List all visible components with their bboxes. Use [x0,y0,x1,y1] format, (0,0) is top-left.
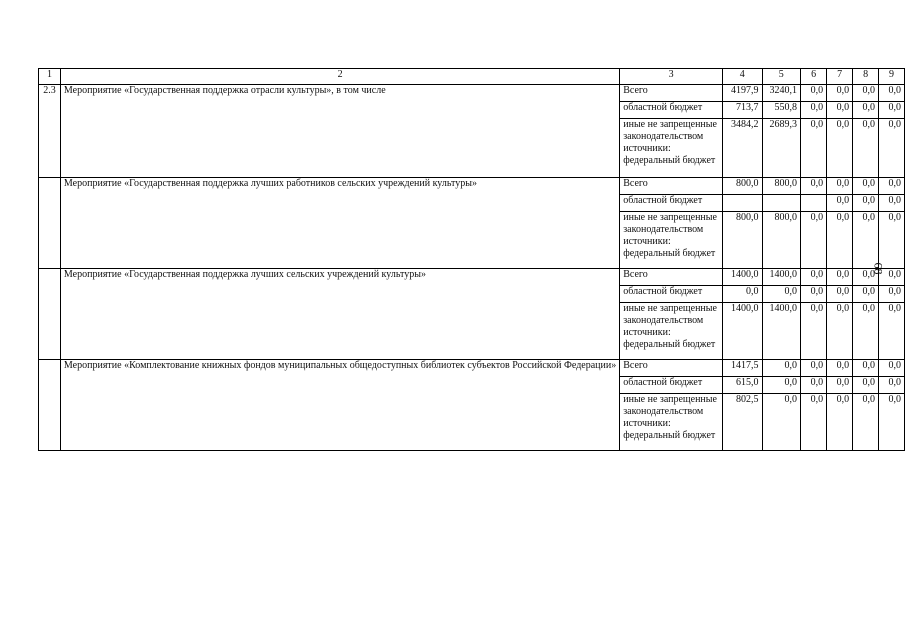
amount-cell: 0,0 [853,269,879,286]
funding-source-line: законодательством [623,406,704,417]
funding-source-line: иные не запрещенные [623,212,717,223]
funding-source [620,119,723,178]
funding-source-line: законодательством [623,315,704,326]
column-header: 6 [801,69,827,85]
amount-cell: 0,0 [801,394,827,451]
amount-cell: 1400,0 [722,269,762,286]
amount-cell: 0,0 [879,377,905,394]
table-row [39,178,905,195]
amount-cell: 0,0 [801,119,827,178]
amount-cell: 615,0 [722,377,762,394]
amount-cell: 800,0 [762,212,801,269]
amount-cell: 0,0 [853,102,879,119]
amount-cell: 0,0 [827,212,853,269]
item-number [39,178,61,269]
funding-source-line: источники: [623,327,671,338]
item-number [39,360,61,451]
funding-source: Всего [620,85,723,102]
amount-cell: 0,0 [801,212,827,269]
funding-source-line: источники: [623,143,671,154]
amount-cell: 0,0 [879,286,905,303]
amount-cell: 0,0 [801,377,827,394]
amount-cell: 0,0 [879,195,905,212]
amount-cell: 713,7 [722,102,762,119]
amount-cell: 0,0 [762,286,801,303]
amount-cell: 0,0 [879,394,905,451]
amount-cell: 0,0 [853,178,879,195]
table-row [39,360,905,377]
budget-table [38,68,905,451]
amount-cell: 0,0 [879,85,905,102]
amount-cell: 0,0 [801,102,827,119]
column-header: 9 [879,69,905,85]
amount-cell: 0,0 [853,85,879,102]
amount-cell: 1400,0 [762,269,801,286]
column-header: 8 [853,69,879,85]
amount-cell: 0,0 [853,286,879,303]
amount-cell [722,195,762,212]
amount-cell: 0,0 [853,394,879,451]
amount-cell: 0,0 [762,377,801,394]
amount-cell: 0,0 [853,119,879,178]
column-header: 3 [620,69,723,85]
amount-cell: 0,0 [801,360,827,377]
activity-description: Мероприятие «Государственная поддержка лучших сельских учреждений культуры» [60,269,619,360]
amount-cell: 0,0 [879,360,905,377]
amount-cell [762,195,801,212]
funding-source-line: федеральный бюджет [623,248,716,259]
amount-cell: 0,0 [762,360,801,377]
amount-cell: 0,0 [827,394,853,451]
column-header: 4 [722,69,762,85]
funding-source-line: иные не запрещенные [623,119,717,130]
column-header: 7 [827,69,853,85]
funding-source-line: источники: [623,418,671,429]
funding-source-line: законодательством [623,224,704,235]
amount-cell: 0,0 [827,360,853,377]
activity-description: Мероприятие «Комплектование книжных фондов муниципальных общедоступных библиотек субъектов Российской Федерации» [60,360,619,451]
item-number: 2.3 [39,85,61,178]
funding-source: областной бюджет [620,377,723,394]
amount-cell: 802,5 [722,394,762,451]
funding-source-line: иные не запрещенные [623,394,717,405]
amount-cell: 0,0 [722,286,762,303]
amount-cell: 1417,5 [722,360,762,377]
amount-cell: 2689,3 [762,119,801,178]
table-row [39,269,905,286]
page-number: 68 [871,262,886,275]
funding-source [620,303,723,360]
amount-cell: 0,0 [827,102,853,119]
funding-source: областной бюджет [620,195,723,212]
funding-source-line: федеральный бюджет [623,339,716,350]
item-number [39,269,61,360]
amount-cell: 1400,0 [762,303,801,360]
amount-cell: 800,0 [722,212,762,269]
amount-cell: 0,0 [853,195,879,212]
funding-source-line: иные не запрещенные [623,303,717,314]
funding-source: Всего [620,360,723,377]
amount-cell: 0,0 [879,178,905,195]
funding-source-line: федеральный бюджет [623,155,716,166]
activity-description: Мероприятие «Государственная поддержка отрасли культуры», в том числе [60,85,619,178]
funding-source [620,212,723,269]
amount-cell: 0,0 [879,212,905,269]
amount-cell: 0,0 [801,178,827,195]
amount-cell: 3240,1 [762,85,801,102]
amount-cell: 0,0 [853,360,879,377]
amount-cell: 0,0 [801,85,827,102]
amount-cell: 0,0 [827,178,853,195]
amount-cell: 800,0 [722,178,762,195]
funding-source-line: законодательством [623,131,704,142]
header-row [39,69,905,85]
amount-cell: 0,0 [827,195,853,212]
amount-cell: 0,0 [801,286,827,303]
activity-description: Мероприятие «Государственная поддержка лучших работников сельских учреждений культуры» [60,178,619,269]
table-row [39,85,905,102]
amount-cell: 0,0 [879,303,905,360]
amount-cell: 0,0 [879,119,905,178]
amount-cell: 0,0 [827,286,853,303]
amount-cell: 0,0 [827,303,853,360]
funding-source: областной бюджет [620,102,723,119]
amount-cell: 0,0 [853,212,879,269]
column-header: 2 [60,69,619,85]
amount-cell: 0,0 [827,269,853,286]
funding-source-line: федеральный бюджет [623,430,716,441]
amount-cell: 0,0 [827,119,853,178]
amount-cell: 0,0 [853,377,879,394]
funding-source: Всего [620,178,723,195]
amount-cell [801,195,827,212]
amount-cell: 0,0 [827,85,853,102]
funding-source [620,394,723,451]
amount-cell: 0,0 [827,377,853,394]
funding-source: областной бюджет [620,286,723,303]
amount-cell: 0,0 [801,269,827,286]
column-header: 1 [39,69,61,85]
amount-cell: 0,0 [762,394,801,451]
amount-cell: 1400,0 [722,303,762,360]
amount-cell: 0,0 [853,303,879,360]
column-header: 5 [762,69,801,85]
funding-source: Всего [620,269,723,286]
amount-cell: 4197,9 [722,85,762,102]
amount-cell: 550,8 [762,102,801,119]
amount-cell: 0,0 [879,269,905,286]
amount-cell: 800,0 [762,178,801,195]
amount-cell: 0,0 [879,102,905,119]
funding-source-line: источники: [623,236,671,247]
amount-cell: 3484,2 [722,119,762,178]
amount-cell: 0,0 [801,303,827,360]
